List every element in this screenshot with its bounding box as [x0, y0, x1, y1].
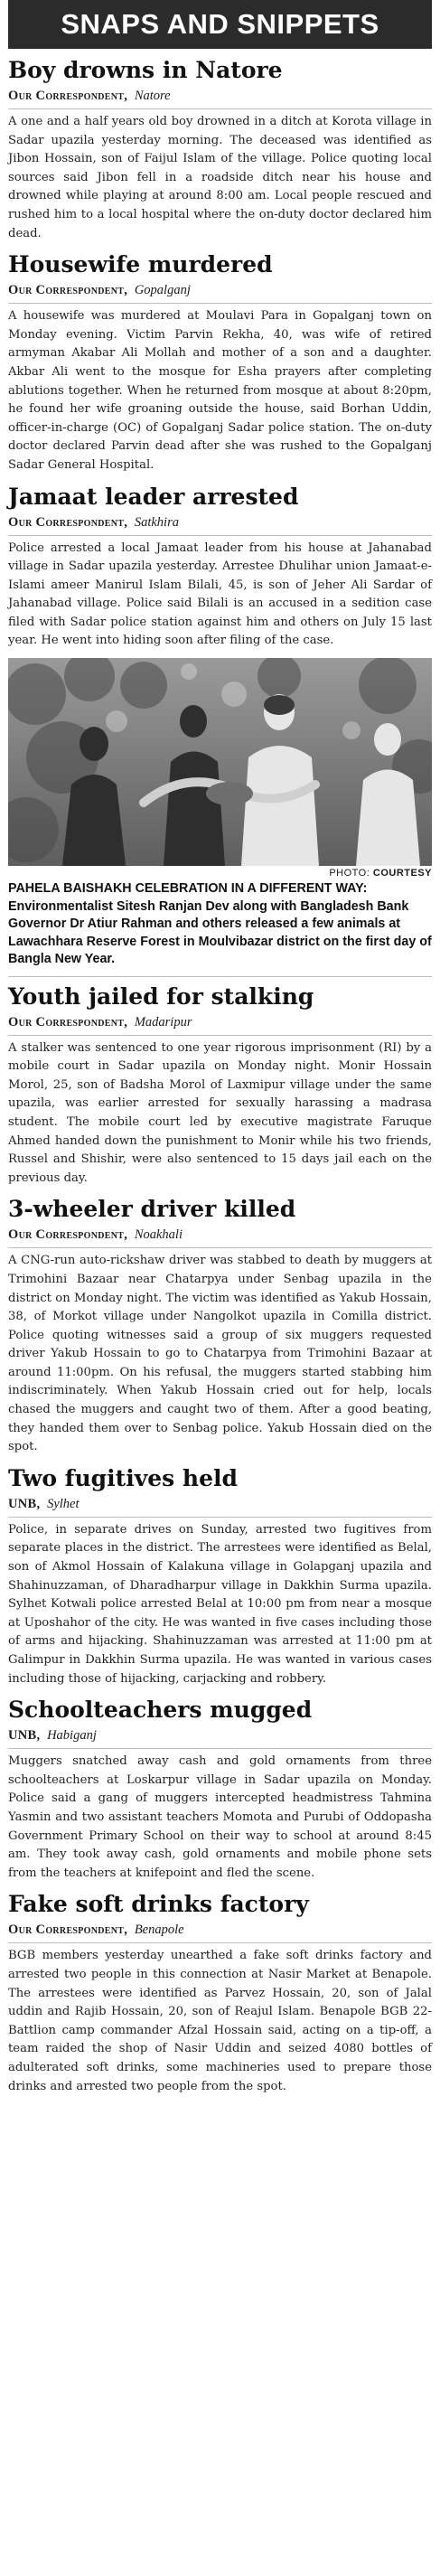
story-headline: Schoolteachers mugged [8, 1697, 313, 1724]
story-headline: Housewife murdered [8, 251, 273, 278]
byline-place: Habiganj [47, 1728, 97, 1744]
story-body: A CNG-run auto-rickshaw driver was stabbed to death by muggers at Trimohini Bazaar near Chatarpya under Senbag upazila in the district on Monday night. The victim was identified as Yakub Hossain, 38, of Morkot village under Nangolkot upazila in Comilla district. Police quoting witnesses said a group of six muggers requested driver Yakub Hossain to go to Chatarpya from Trimohini Bazaar at around 11:00pm. On his refusal, the muggers started stabbing him indiscriminately. When Yakub Hossain cried out for help, locals chased the muggers and caught two of them. After a good beating, they handed them over to Senbag police. Yakub Hossain died on the spot. [8, 1254, 432, 1454]
divider [8, 976, 432, 977]
story-body: BGB members yesterday unearthed a fake soft drinks factory and arrested two people in this connection at Nasir Market at Benapole. The arrestees were identified as Parvez Hossain, 20, son of Jalal uddin and Rajib Hossain, 20, son of Reajul Islam. Benapole BGB 22-Battlion camp commander Afzal Hossain said, acting on a tip-off, a team raided the shop of Nasir Uddin and seized 4080 bottles of adulterated soft drinks, some machineries used to prepare those drinks and arrested two people from the spot. [8, 1949, 432, 2093]
news-story [8, 1696, 432, 1883]
news-story [8, 1195, 432, 1457]
section-banner [8, 0, 432, 49]
byline-source: Our Correspondent, [8, 1923, 128, 1938]
byline-source: UNB, [8, 1728, 41, 1744]
news-story [8, 56, 432, 243]
caption-text: Environmentalist Sitesh Ranjan Dev along with Bangladesh Bank Governor Dr Atiur Rahman and others released a few animals at Lawachhara Reserve Forest in Moulvibazar district on the first day of Bangla New Year. [8, 898, 432, 967]
byline-source: Our Correspondent, [8, 1227, 128, 1243]
story-headline: Boy drowns in Natore [8, 57, 283, 83]
photo-caption [8, 880, 432, 969]
story-body: A housewife was murdered at Moulavi Para in Gopalganj town on Monday evening. Victim Parvin Rekha, 40, was wife of retired armyman Akabar Ali Mollah and mother of a son and a daughter. Akbar Ali went to the mosque for Esha prayers after completing ablutions together. When he returned from mosque at about 8:20pm, he found her wife groaning outside the house, said Borhan Uddin, officer-in-charge (OC) of Gopalganj Sadar police station. The on-duty doctor declared Parvin dead after she was rushed to the Gopalganj Sadar General Hospital. [8, 309, 432, 472]
news-story [8, 1890, 432, 2096]
news-story [8, 483, 432, 652]
byline-source: Our Correspondent, [8, 89, 128, 103]
byline-source: Our Correspondent, [8, 283, 128, 298]
byline-source: Our Correspondent, [8, 1014, 128, 1029]
byline-place: Benapole [134, 1923, 184, 1938]
story-byline [8, 1013, 432, 1036]
story-headline: Youth jailed for stalking [8, 982, 314, 1010]
caption-lead: PAHELA BAISHAKH CELEBRATION IN A DIFFERENT WAY: [8, 881, 368, 897]
news-story [8, 250, 432, 475]
story-headline: Two fugitives held [8, 1464, 238, 1491]
story-byline [8, 1495, 432, 1518]
story-byline [8, 87, 432, 109]
story-body: Police arrested a local Jamaat leader from his house at Jahanabad village in Sadar upazila yesterday. Arrestee Dhulihar union Jamaat-e-Islami ameer Manirul Islam Bilali, 45, is son of Jeher Ali Sardar of Jahanabad village. Police said Bilali is an accused in a sedition case filed with Sadar police station against him and others on July 15 last year. He went into hiding soon after filing of the case. [8, 541, 432, 648]
byline-place: Sylhet [47, 1496, 80, 1511]
story-body: Police, in separate drives on Sunday, arrested two fugitives from separate places in the district. The arrestees were identified as Belal, son of Akmol Hossain of Kalakuna village in Golapganj upazila and Shahinuzzaman, of Dharadharpur village in Dakkhin Surma upazila. Sylhet Kotwali police arrested Belal at 10:00 pm from near a mosque at Uposhahor of the city. He was wanted in five cases including those of arms and hijacking. Shahinuzzaman was arrested at 11:00 pm at Galimpur in Dakkhin Surma upazila. He was wanted in various cases including those of hijacking, carjacking and robbery. [8, 1522, 432, 1686]
story-body: A one and a half years old boy drowned in a ditch at Korota village in Sadar upazila yesterday morning. The deceased was identified as Jibon Hossain, son of Faijul Islam of the village. Police quoting local sources said Jibon fell in a roadside ditch near his house and drowned while playing at around 8:00 am. Local people rescued and rushed him to a local hospital where the on-duty doctor declared him dead. [8, 115, 432, 240]
story-body: Muggers snatched away cash and gold ornaments from three schoolteachers at Loskarpur village in Sadar upazila on Monday. Police said a gang of muggers intercepted headmistress Tahmina Yasmin and two assistant teachers Momota and Purubi of Oddopasha Government Primary School on their way to school at around 8:45 am. They took away cash, gold ornaments and mobile phone sets from the teachers at knifepoint and fled the scene. [8, 1754, 432, 1880]
byline-source: UNB, [8, 1496, 41, 1511]
byline-place: Gopalganj [134, 283, 191, 298]
photo-credit-label: PHOTO: [329, 868, 370, 879]
news-story [8, 1464, 432, 1688]
story-headline: 3-wheeler driver killed [8, 1196, 296, 1223]
photo-credit-value: COURTESY [372, 868, 432, 879]
byline-place: Noakhali [134, 1227, 183, 1243]
story-byline [8, 1226, 432, 1248]
section-title: SNAPS AND SNIPPETS [61, 8, 379, 40]
news-photo [8, 658, 432, 866]
byline-place: Satkhira [134, 514, 179, 530]
story-byline [8, 1726, 432, 1749]
story-headline: Jamaat leader arrested [8, 483, 299, 510]
photo-credit [8, 868, 432, 879]
story-body: A stalker was sentenced to one year rigorous imprisonment (RI) by a mobile court in Sadar upazila on Monday night. Monir Hossain Morol, 25, son of Badsha Morol of Laxmipur village under the same upazila, was earlier arrested for sexually harassing a madrasa student. The mobile court led by executive magistrate Faruque Ahmed handed down the punishment to Monir while his two friends, Russel and Shishir, were also sentenced to 15 days jail each on the previous day. [8, 1040, 432, 1185]
byline-source: Our Correspondent, [8, 514, 128, 530]
news-story [8, 982, 432, 1189]
story-headline: Fake soft drinks factory [8, 1891, 309, 1918]
story-byline [8, 513, 432, 536]
news-photo-block [8, 658, 432, 977]
story-byline [8, 1921, 432, 1943]
story-byline [8, 281, 432, 304]
byline-place: Madaripur [134, 1014, 192, 1029]
byline-place: Natore [134, 89, 171, 103]
